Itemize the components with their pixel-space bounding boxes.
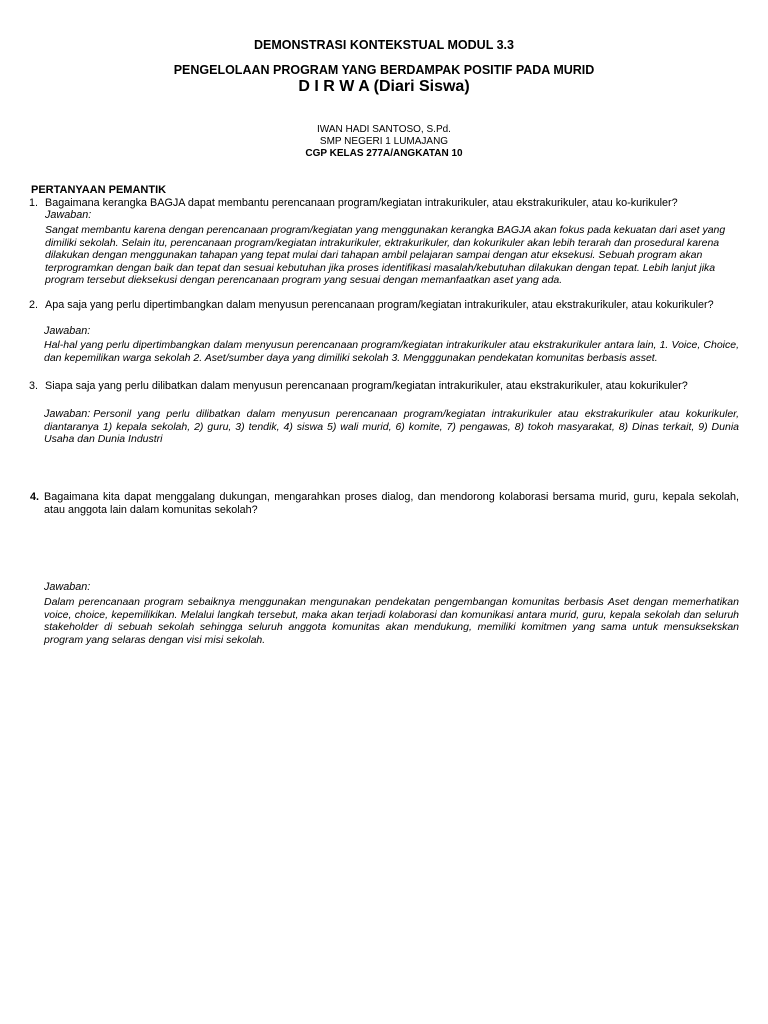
question-text: Siapa saja yang perlu dilibatkan dalam menyusun perencanaan program/kegiatan intrakurikuler, atau ekstrakurikuler, atau kokurikuler? — [45, 380, 688, 392]
answer-1: Sangat membantu karena dengan perencanaan program/kegiatan yang menggunakan kerangka BAGJA akan fokus pada kekuatan dari aset yang dimiliki sekolah. Selain itu, perencanaan program/kegiatan intrakurikuler, ektrakurikuler, dan kokurikuler akan lebih terarah dan prosedural karena dilakukan dengan menggunakan tahapan yang tepat mulai dari tahapan ambil pelajaran sampai dengan atur eksekusi. Sebuah program akan terprogramkan dengan baik dan tepat dan sesuai kebutuhan jika proses identifikasi masalah/kebutuhan dilakukan dengan tepat. Lebih lanjut jika program tersebut dieksekusi dengan perencanaan program yang sesuai dengan memanfaatkan aset yang ada. — [45, 224, 726, 286]
answer-3-block — [44, 408, 739, 446]
answer-3: Personil yang perlu dilibatkan dalam menyusun perencanaan program/kegiatan intrakurikuler atau ekstrakurikuler atau kokurikuler, diantaranya 1) kepala sekolah, 2) guru, 3) tendik, 4) siswa 5) wali murid, 6) komite, 7) pengawas, 8) tokoh masyarakat, 8) Dinas terkait, 9) Dunia Usaha dan Dunia Industri — [44, 408, 739, 445]
document-title: DEMONSTRASI KONTEKSTUAL MODUL 3.3 — [254, 38, 514, 52]
question-number: 2. — [29, 299, 39, 311]
question-number: 4. — [30, 491, 40, 503]
author-cohort: CGP KELAS 277A/ANGKATAN 10 — [305, 148, 463, 159]
answer-label: Jawaban: — [44, 408, 91, 420]
answer-label: Jawaban: — [44, 581, 91, 593]
author-name: IWAN HADI SANTOSO, S.Pd. — [317, 124, 451, 135]
answer-2: Hal-hal yang perlu dipertimbangkan dalam menyusun perencanaan program/kegiatan intrakurikuler atau ekstrakurikuler antara lain, 1. Voice, Choice, dan kepemilikan warga sekolah 2. Aset/sumber daya yang dimiliki sekolah 3. Mengggunakan pendekatan komunitas berbasis asset. — [44, 339, 739, 364]
question-text: Bagaimana kerangka BAGJA dapat membantu perencanaan program/kegiatan intrakurikuler, atau ekstrakurikuler, atau ko-kurikuler? — [45, 197, 678, 209]
answer-4: Dalam perencanaan program sebaiknya menggunakan mengunakan pendekatan pengembangan komunitas berbasis Aset dengan memerhatikan voice, choice, kepemilikikan. Melalui langkah tersebut, maka akan terjadi kolaborasi dan komunikasi antara murid, guru, kepala sekolah dan seluruh stakeholder di sebuah sekolah sehingga seluruh anggota komunitas akan mendukung, memiliki komitmen yang sama untuk mensuksekskan program yang selaras dengan visi misi sekolah. — [44, 596, 739, 646]
answer-label: Jawaban: — [44, 325, 91, 337]
question-number: 3. — [29, 380, 39, 392]
question-text: Bagaimana kita dapat menggalang dukungan, mengarahkan proses dialog, dan mendorong kolaborasi bersama murid, guru, kepala sekolah, atau anggota lain dalam komunitas sekolah? — [44, 491, 739, 516]
document-subtitle: PENGELOLAAN PROGRAM YANG BERDAMPAK POSITIF PADA MURID — [173, 63, 595, 77]
section-title: PERTANYAAN PEMANTIK — [31, 184, 167, 196]
author-school: SMP NEGERI 1 LUMAJANG — [319, 136, 449, 147]
document-name: D I R W A (Diari Siswa) — [298, 78, 470, 95]
question-number: 1. — [29, 197, 39, 209]
answer-label: Jawaban: — [45, 209, 92, 221]
question-text: Apa saja yang perlu dipertimbangkan dalam menyusun perencanaan program/kegiatan intrakurikuler, atau ekstrakurikuler, atau kokurikuler? — [45, 299, 714, 311]
